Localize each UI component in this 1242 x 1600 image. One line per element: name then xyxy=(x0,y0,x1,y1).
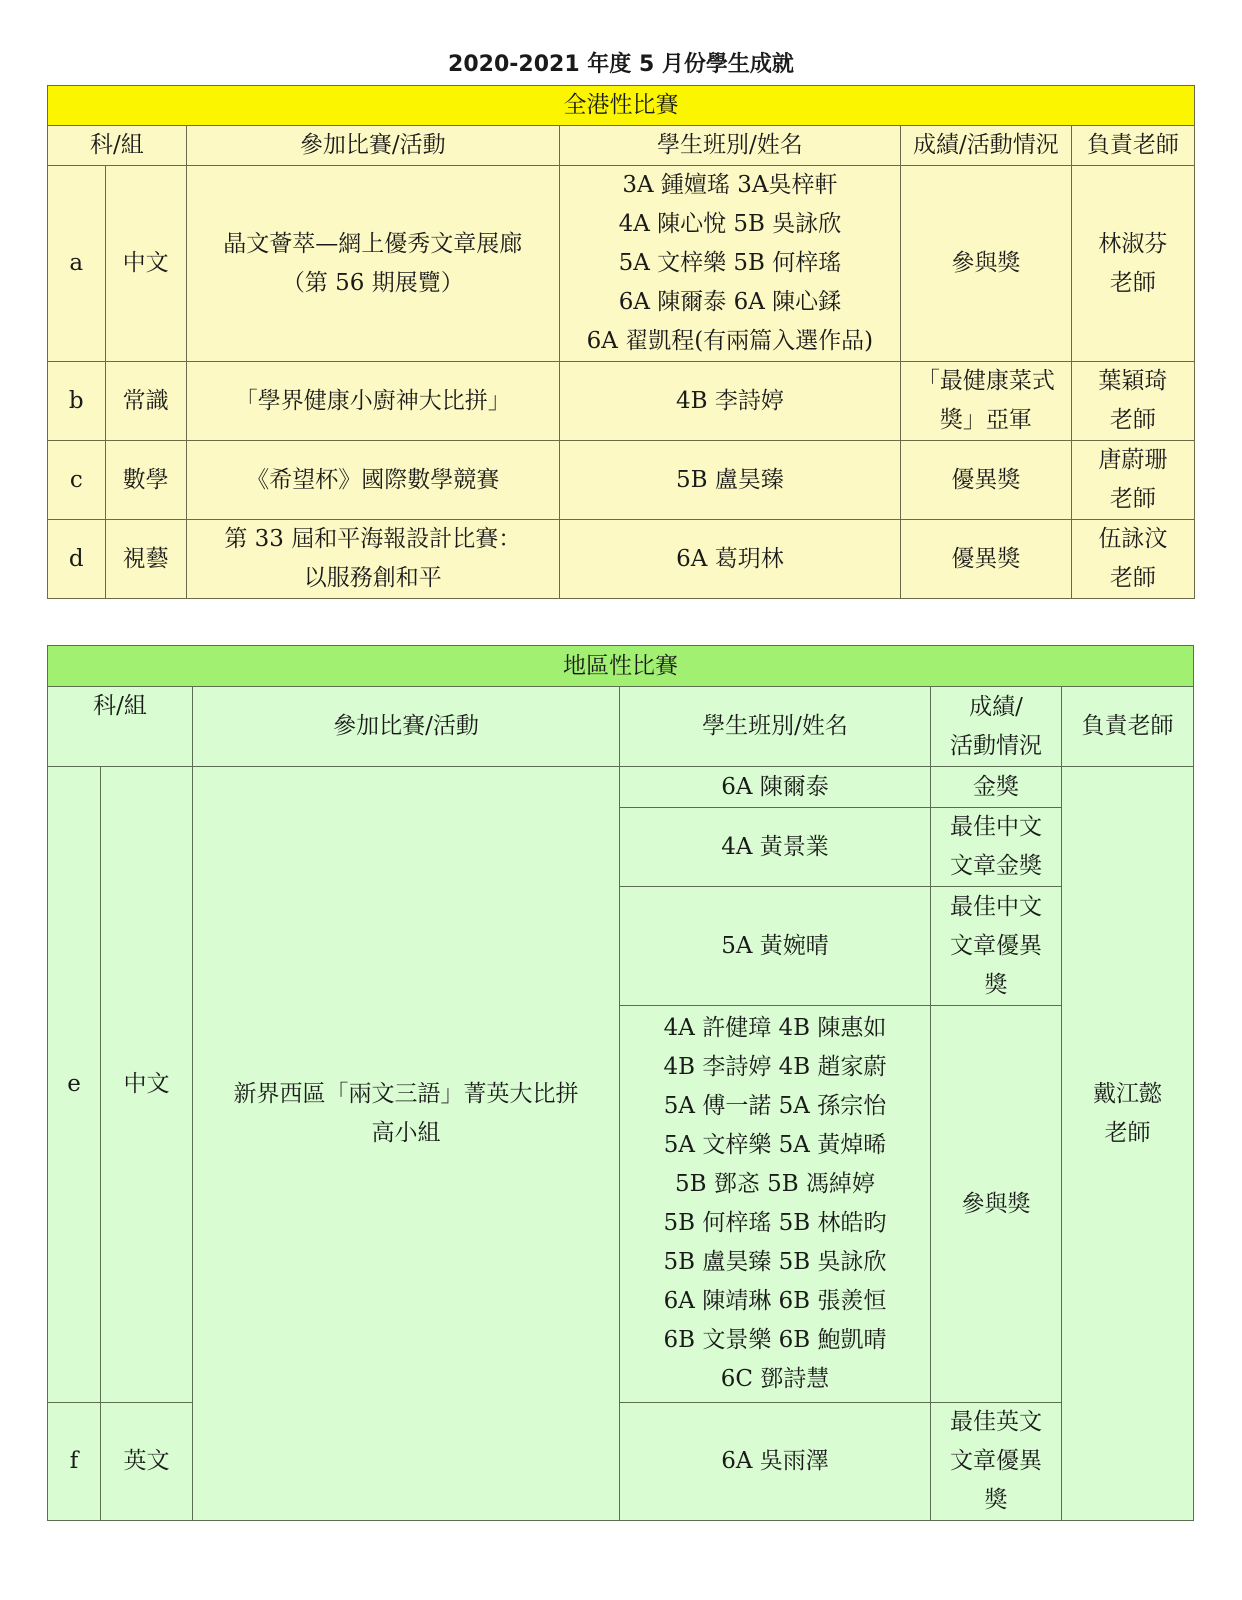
row-students xyxy=(559,520,900,599)
teacher-line: 林淑芬 xyxy=(1098,230,1168,257)
row-students xyxy=(620,808,931,887)
row-teacher xyxy=(1071,520,1194,599)
row-students xyxy=(559,441,900,520)
row-result xyxy=(901,441,1072,520)
teacher-line: 老師 xyxy=(1109,486,1156,512)
header-students: 學生班別/姓名 xyxy=(620,687,931,767)
row-students xyxy=(620,767,931,808)
student-line: 4B 李詩婷 4B 趙家蔚 xyxy=(663,1054,887,1080)
row-activity xyxy=(186,520,559,599)
row-result xyxy=(901,166,1072,362)
header-result-line: 成績/ xyxy=(969,693,1023,720)
result-line: 文章優異 xyxy=(950,932,1042,959)
row-id: b xyxy=(48,362,106,441)
table-row xyxy=(48,520,1195,599)
row-students xyxy=(559,362,900,441)
activity-line: 以服務創和平 xyxy=(303,565,442,591)
row-students xyxy=(620,887,931,1006)
activity-line: 《希望杯》國際數學競賽 xyxy=(246,466,500,493)
row-id: e xyxy=(48,767,101,1403)
row-activity xyxy=(186,362,559,441)
row-teacher xyxy=(1071,362,1194,441)
teacher-line: 老師 xyxy=(1109,407,1156,433)
header-activity: 參加比賽/活動 xyxy=(186,126,559,166)
table-row xyxy=(48,166,1195,362)
teacher-line: 戴江懿 xyxy=(1093,1080,1162,1107)
student-line: 5B 鄧忞 5B 馮綽婷 xyxy=(674,1171,875,1197)
header-subject: 科/組 xyxy=(48,126,187,166)
row-subject: 數學 xyxy=(105,441,186,520)
row-id: a xyxy=(48,166,106,362)
student-line: 5A 文梓樂 5B 何梓瑤 xyxy=(618,250,842,276)
result-line: 參與獎 xyxy=(951,250,1021,276)
teacher-line: 葉穎琦 xyxy=(1098,368,1168,394)
teacher-line: 老師 xyxy=(1109,565,1156,591)
student-line: 6A 吳雨澤 xyxy=(721,1448,829,1474)
row-activity xyxy=(193,767,620,1521)
student-line: 3A 鍾嬗瑤 3A吳梓軒 xyxy=(622,172,838,198)
activity-line: 新界西區「兩文三語」菁英大比拼 xyxy=(233,1080,579,1107)
student-line: 6A 翟凱程(有兩篇入選作品) xyxy=(586,328,874,354)
student-line: 6B 文景樂 6B 鮑凱晴 xyxy=(663,1327,887,1353)
teacher-line: 伍詠汶 xyxy=(1098,526,1168,552)
result-line: 最佳中文 xyxy=(950,814,1042,840)
activity-line: 第 33 屆和平海報設計比賽： xyxy=(224,526,522,552)
row-teacher xyxy=(1062,767,1194,1521)
row-teacher xyxy=(1071,441,1194,520)
header-subject: 科/組 xyxy=(48,687,193,767)
student-line: 5B 何梓瑤 5B 林皓昀 xyxy=(663,1210,887,1236)
result-line: 文章金獎 xyxy=(950,853,1042,879)
student-line: 5A 傅一諾 5A 孫宗怡 xyxy=(663,1093,887,1119)
row-activity xyxy=(186,166,559,362)
student-line: 5A 黃婉晴 xyxy=(721,932,829,959)
student-line: 4A 黃景業 xyxy=(721,833,829,860)
row-students xyxy=(620,1403,931,1521)
row-result xyxy=(901,520,1072,599)
row-result xyxy=(931,1006,1062,1403)
header-teacher: 負責老師 xyxy=(1071,126,1194,166)
result-line: 獎」亞軍 xyxy=(939,407,1032,433)
teacher-line: 老師 xyxy=(1104,1119,1151,1146)
student-line: 6A 陳靖琳 6B 張羨恒 xyxy=(663,1288,887,1314)
result-line: 文章優異 xyxy=(950,1448,1042,1474)
row-teacher xyxy=(1071,166,1194,362)
district-competitions-table xyxy=(47,645,1194,1521)
row-result xyxy=(931,887,1062,1006)
header-result: 成績/活動情況 xyxy=(901,126,1072,166)
student-line: 6C 鄧詩慧 xyxy=(720,1366,830,1392)
student-line: 4B 李詩婷 xyxy=(675,387,784,414)
student-line: 4A 陳心悅 5B 吳詠欣 xyxy=(618,211,842,237)
result-line: 優異獎 xyxy=(951,545,1021,572)
row-subject: 常識 xyxy=(105,362,186,441)
result-line: 獎 xyxy=(984,1487,1008,1513)
activity-line: （第 56 期展覽） xyxy=(281,269,464,296)
table-row xyxy=(48,767,1194,808)
row-result xyxy=(931,1403,1062,1521)
student-line: 6A 葛玥林 xyxy=(676,545,784,572)
result-line: 獎 xyxy=(984,971,1008,998)
header-activity: 參加比賽/活動 xyxy=(193,687,620,767)
activity-line: 高小組 xyxy=(371,1119,441,1146)
student-line: 5B 盧昊臻 5B 吳詠欣 xyxy=(663,1249,887,1275)
section-band-hk: 全港性比賽 xyxy=(48,86,1195,126)
row-students xyxy=(620,1006,931,1403)
table-row xyxy=(48,441,1195,520)
row-result xyxy=(931,767,1062,808)
row-id: c xyxy=(48,441,106,520)
table-row xyxy=(48,362,1195,441)
row-subject: 視藝 xyxy=(105,520,186,599)
student-line: 4A 許健璋 4B 陳惠如 xyxy=(663,1015,887,1041)
result-line: 最佳中文 xyxy=(950,893,1042,920)
row-subject: 中文 xyxy=(101,767,193,1403)
student-line: 6A 陳爾泰 6A 陳心鍒 xyxy=(618,289,842,315)
row-activity xyxy=(186,441,559,520)
hk-competitions-table xyxy=(47,85,1195,599)
header-result-line: 活動情況 xyxy=(950,732,1042,759)
teacher-line: 唐蔚珊 xyxy=(1098,447,1168,473)
row-result xyxy=(901,362,1072,441)
student-line: 6A 陳爾泰 xyxy=(721,773,829,800)
row-result xyxy=(931,808,1062,887)
page-title: 2020-2021 年度 5 月份學生成就 xyxy=(448,52,794,77)
header-teacher: 負責老師 xyxy=(1062,687,1194,767)
teacher-line: 老師 xyxy=(1109,269,1156,296)
header-result xyxy=(931,687,1062,767)
row-students xyxy=(559,166,900,362)
result-line: 優異獎 xyxy=(951,466,1021,493)
activity-line: 「學界健康小廚神大比拼」 xyxy=(234,387,511,414)
student-line: 5B 盧昊臻 xyxy=(675,466,784,493)
row-id: d xyxy=(48,520,106,599)
row-id: f xyxy=(48,1403,101,1521)
section-band-district: 地區性比賽 xyxy=(48,646,1194,687)
result-line: 參與獎 xyxy=(961,1190,1031,1217)
activity-line: 晶文薈萃—網上優秀文章展廊 xyxy=(223,230,523,257)
result-line: 「最健康菜式 xyxy=(916,368,1055,394)
row-subject: 中文 xyxy=(105,166,186,362)
header-students: 學生班別/姓名 xyxy=(559,126,900,166)
result-line: 金獎 xyxy=(973,773,1019,800)
student-line: 5A 文梓樂 5A 黃焯晞 xyxy=(663,1132,887,1158)
row-subject: 英文 xyxy=(101,1403,193,1521)
result-line: 最佳英文 xyxy=(950,1409,1042,1435)
